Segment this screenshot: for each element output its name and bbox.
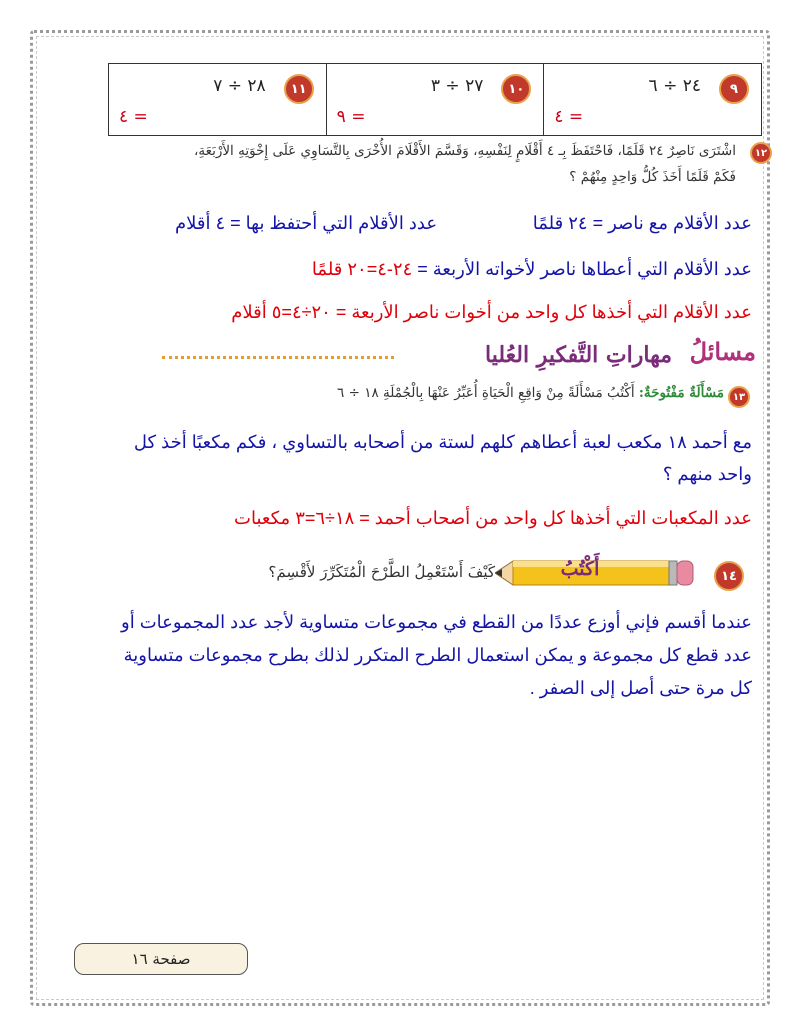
hots-dotted-rule — [162, 356, 394, 359]
exercise-number-badge: ٩ — [719, 74, 749, 104]
exercise-expression: ٢٤ ÷ ٦ — [648, 76, 701, 96]
exercise-cell-11 — [109, 64, 326, 135]
q12-answer-pens-total: عدد الأقلام مع ناصر = ٢٤ قلمًا — [532, 213, 752, 233]
hots-logo: مسائلُ — [689, 337, 756, 366]
exercise-expression: ٢٧ ÷ ٣ — [430, 76, 484, 96]
exercise-expression: ٢٨ ÷ ٧ — [213, 76, 266, 96]
page-number-label: صفحة ١٦ — [74, 943, 248, 975]
exercise-answer: = ٤ — [554, 107, 584, 127]
q12-answer-given-text: عدد الأقلام التي أعطاها ناصر لأخواته الأربعة = — [412, 259, 752, 279]
q13-answer-result: عدد المكعبات التي أخذها كل واحد من أصحاب أحمد = ١٨÷٦=٣ مكعبات — [234, 508, 752, 528]
question-13-line — [337, 385, 724, 401]
exercise-number-badge: ١١ — [284, 74, 314, 104]
exercise-cell-10 — [326, 64, 544, 135]
q13-answer-line2: واحد منهم ؟ — [662, 464, 752, 484]
q12-answer-given-value: ٢٤-٤=٢٠ قلمًا — [311, 259, 413, 279]
q12-answer-pens-given — [312, 259, 752, 280]
q14-answer-line1: عندما أقسم فإني أوزع عددًا من القطع في مجموعات متساوية لأجد عدد المجموعات أو — [121, 612, 752, 632]
exercise-answer: = ٩ — [336, 107, 366, 127]
q13-answer-line1: مع أحمد ١٨ مكعب لعبة أعطاهم كلهم لستة من أصحابه بالتساوي ، فكم مكعبًا أخذ كل — [133, 432, 752, 452]
question-12-text-line1: اشْتَرَى نَاصِرٌ ٢٤ قَلَمًا، فَاحْتَفَظَ بِـ ٤ أَقْلَامٍ لِنَفْسِهِ، وَقَسَّمَ الأَقْلَامَ الأُخْرَى بِالتَّسَاوِي عَلَى إِخْوَتِهِ الأَرْبَعَةِ، — [193, 143, 736, 159]
q14-answer-line2: عدد قطع كل مجموعة و يمكن استعمال الطرح المتكرر لذلك بطرح مجموعات متساوية — [123, 645, 752, 665]
write-label: أَكْتُبُ — [560, 558, 600, 580]
question-14-text: كَيْفَ أَسْتَعْمِلُ الطَّرْحَ الْمُتَكَرِّرَ لأَقْسِمَ؟ — [268, 563, 495, 581]
open-problem-label: مَسْأَلَةٌ مَفْتُوحَةٌ: — [638, 385, 724, 401]
q14-answer-line3: كل مرة حتى أصل إلى الصفر . — [529, 678, 752, 698]
question-12-badge: ١٢ — [750, 142, 772, 164]
q12-answer-per-brother: عدد الأقلام التي أخذها كل واحد من أخوات ناصر الأربعة = ٢٠÷٤=٥ أقلام — [231, 302, 752, 322]
exercise-number-badge: ١٠ — [501, 74, 531, 104]
exercise-cell-9 — [543, 64, 761, 135]
question-12-text-line2: فَكَمْ قَلَمًا أَخَذَ كُلُّ وَاحِدٍ مِنْهُمْ ؟ — [569, 169, 736, 185]
question-13-badge: ١٣ — [728, 386, 750, 408]
q12-answer-pens-kept: عدد الأقلام التي أحتفظ بها = ٤ أقلام — [175, 213, 438, 233]
exercise-table — [108, 63, 762, 136]
exercise-answer: = ٤ — [118, 107, 148, 127]
hots-title: مهاراتِ التَّفكيرِ العُليا — [485, 342, 672, 368]
question-14-badge: ١٤ — [714, 561, 744, 591]
question-13-text: أَكْتُبُ مَسْأَلَةً مِنْ وَاقِعِ الْحَيَاةِ أُعَبِّرُ عَنْهَا بِالْجُمْلَةِ ١٨ ÷ ٦ — [337, 385, 635, 401]
